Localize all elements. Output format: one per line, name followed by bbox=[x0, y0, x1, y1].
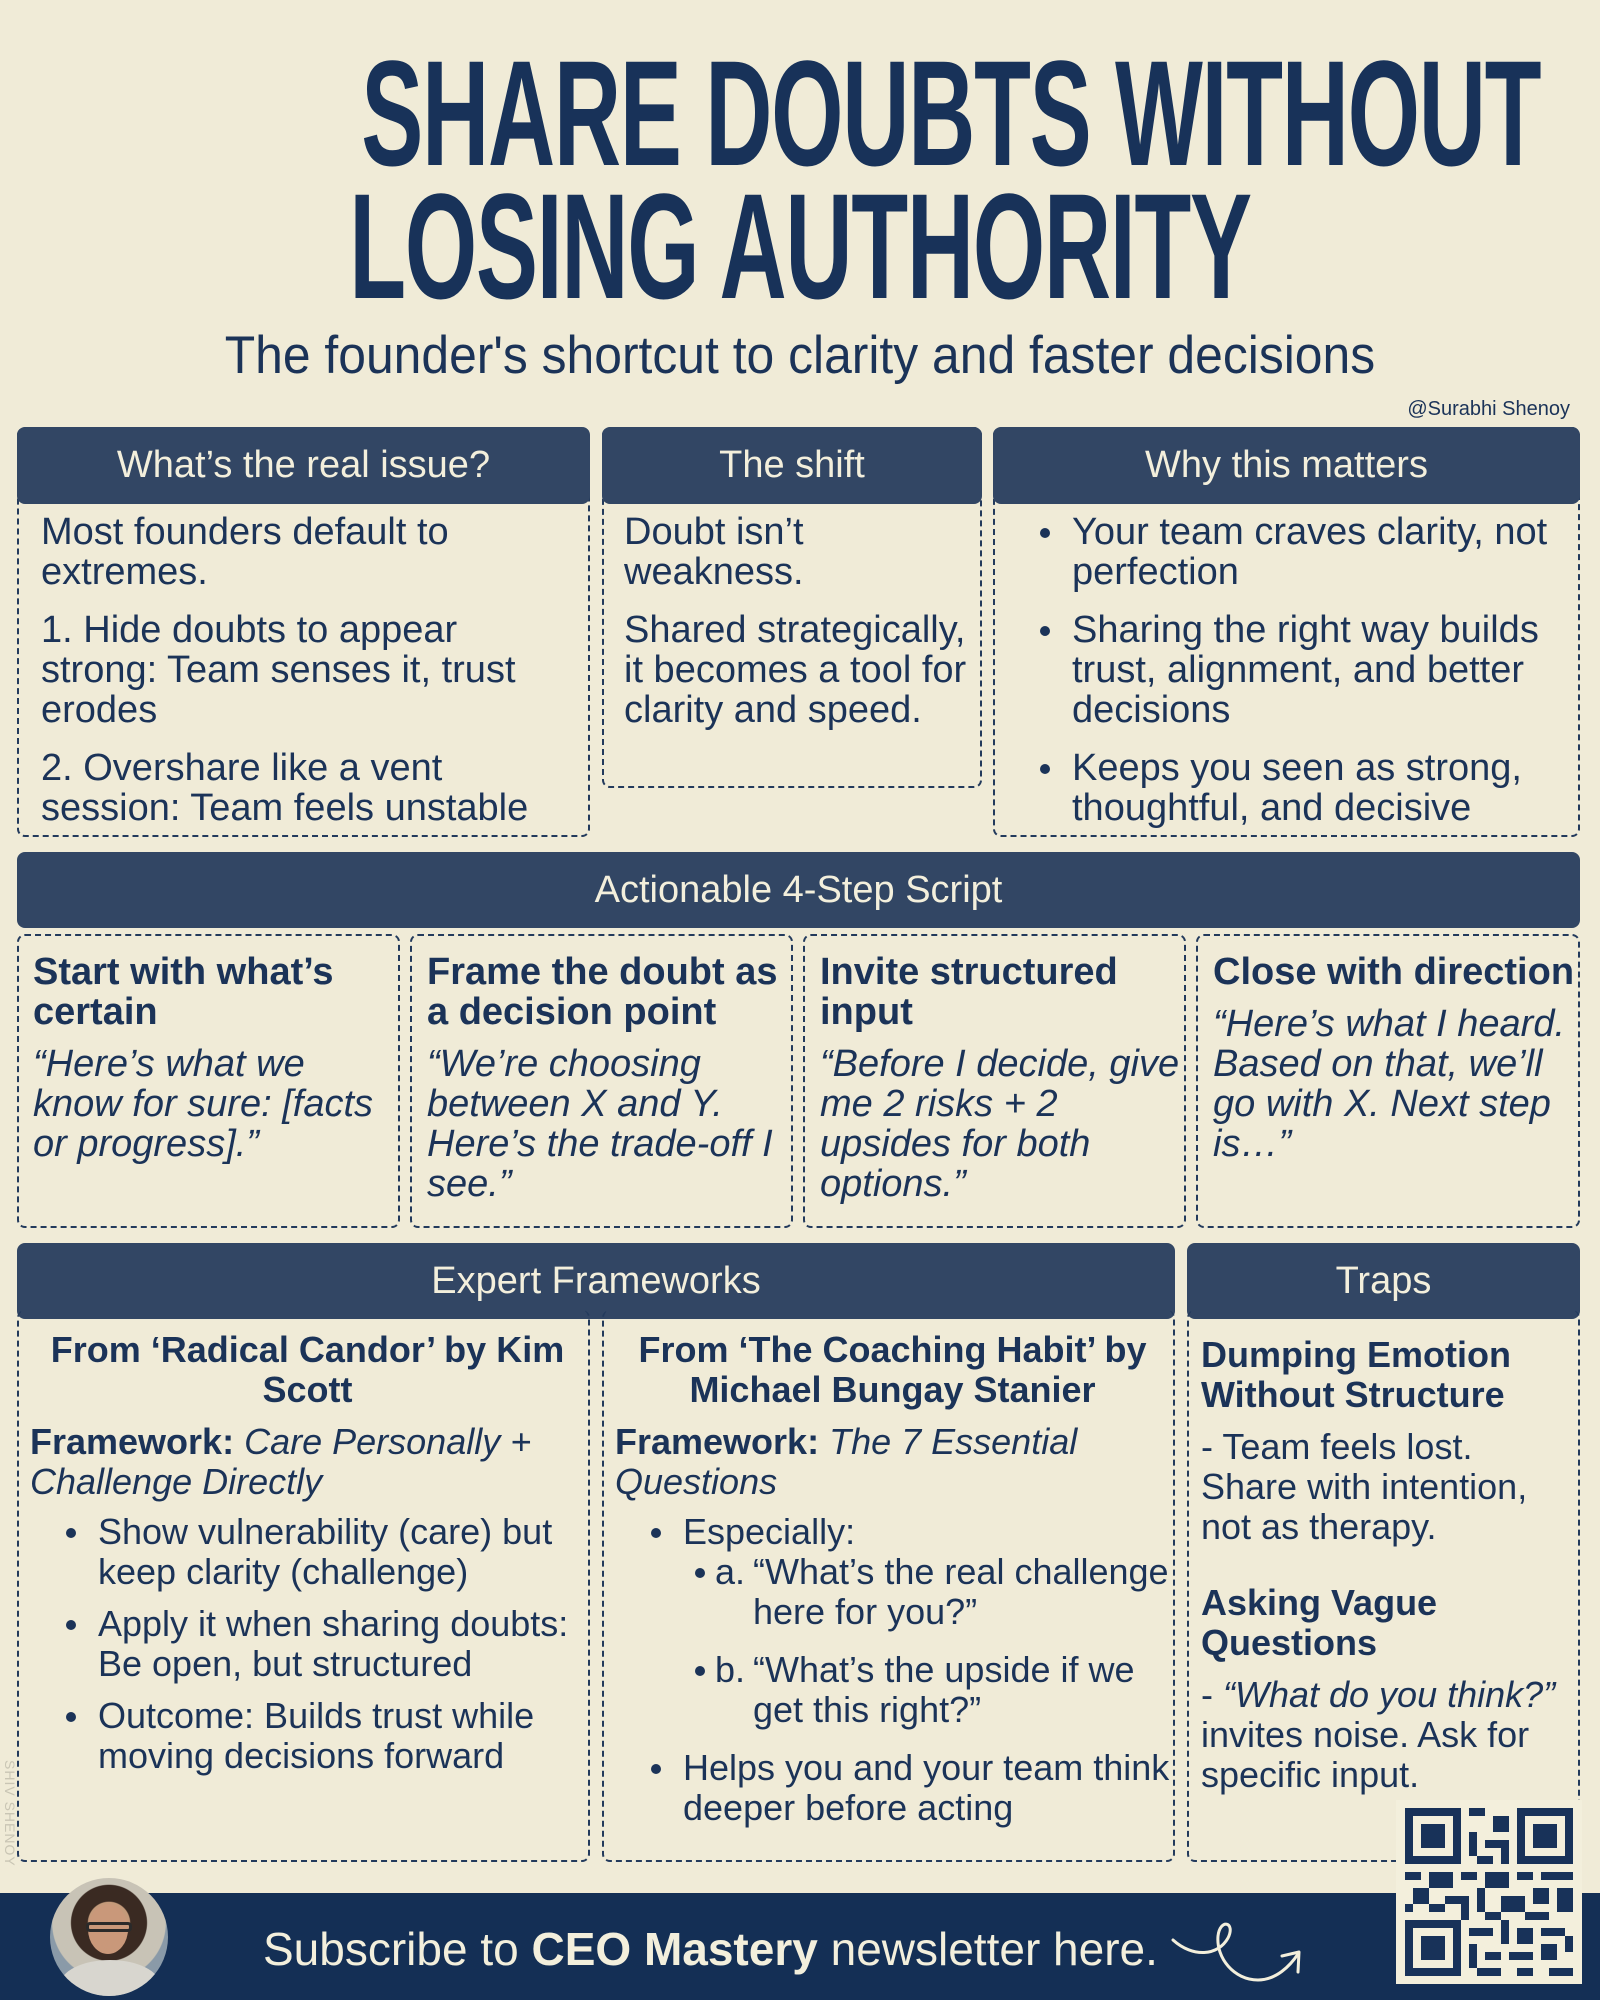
curly-arrow-icon bbox=[1168, 1918, 1318, 1990]
real-issue-title: What’s the real issue? bbox=[116, 444, 491, 486]
real-issue-body bbox=[41, 512, 581, 846]
subscribe-link[interactable] bbox=[263, 1921, 1158, 1977]
real-issue-point-1: 1. Hide doubts to appear strong: Team senses it, trust erodes bbox=[41, 609, 516, 731]
framework-2-name: The 7 Essential Questions bbox=[615, 1421, 1078, 1502]
framework-2-bullet-1 bbox=[615, 1512, 1170, 1730]
real-issue-point-2: 2. Overshare like a vent session: Team feels unstable bbox=[41, 747, 529, 829]
trap-2-prefix: - bbox=[1201, 1674, 1223, 1715]
framework-2-bullet-1-text: Especially: bbox=[683, 1511, 856, 1552]
why-matters-title: Why this matters bbox=[1145, 444, 1428, 486]
why-bullet-1: Your team craves clarity, not perfection bbox=[1028, 512, 1568, 592]
qr-code-icon bbox=[1404, 1808, 1574, 1976]
page-subtitle: The founder's shortcut to clarity and faster decisions bbox=[224, 326, 1376, 385]
traps-title: Traps bbox=[1335, 1260, 1432, 1302]
trap-2-quote: “What do you think?” bbox=[1223, 1674, 1556, 1715]
subitem-b-text: “What’s the upside if we get this right?” bbox=[753, 1649, 1135, 1730]
framework-1-line bbox=[30, 1422, 585, 1502]
traps-header bbox=[1187, 1243, 1580, 1319]
real-issue-intro: Most founders default to extremes. bbox=[41, 511, 449, 593]
framework-2-label: Framework: bbox=[615, 1421, 820, 1462]
why-matters-body bbox=[1028, 512, 1568, 846]
step-2-quote: “We’re choosing between X and Y. Here’s the trade-off I see.” bbox=[427, 1043, 773, 1205]
why-bullet-3: Keeps you seen as strong, thoughtful, and decisive bbox=[1028, 748, 1568, 828]
avatar bbox=[50, 1878, 168, 1996]
newsletter-name: CEO Mastery bbox=[531, 1923, 818, 1975]
traps-body bbox=[1201, 1335, 1571, 1831]
frameworks-title: Expert Frameworks bbox=[431, 1260, 761, 1302]
script-header bbox=[17, 852, 1580, 928]
avatar-glasses bbox=[86, 1922, 132, 1932]
framework-1-bullet-2: Apply it when sharing doubts: Be open, but structured bbox=[30, 1604, 585, 1684]
page-title-line-1: SHARE DOUBTS WITHOUT bbox=[361, 29, 1541, 197]
watermark: SHIV SHENOY bbox=[2, 1760, 18, 1867]
why-matters-header bbox=[993, 427, 1580, 504]
framework-1-bullet-1: Show vulnerability (care) but keep clarity (challenge) bbox=[30, 1512, 585, 1592]
shift-header bbox=[602, 427, 982, 504]
framework-1 bbox=[30, 1330, 585, 1788]
shift-line-2: Shared strategically, it becomes a tool for clarity and speed. bbox=[624, 609, 967, 731]
trap-1-title: Dumping Emotion Without Structure bbox=[1201, 1334, 1511, 1415]
real-issue-header bbox=[17, 427, 590, 504]
author-handle: @Surabhi Shenoy bbox=[1407, 398, 1570, 420]
step-4 bbox=[1213, 952, 1575, 1164]
trap-2-text bbox=[1201, 1675, 1571, 1795]
framework-2-source: From ‘The Coaching Habit’ by Michael Bungay Stanier bbox=[638, 1329, 1147, 1410]
framework-2 bbox=[615, 1330, 1170, 1840]
step-1-quote: “Here’s what we know for sure: [facts or progress].” bbox=[33, 1043, 374, 1165]
step-2 bbox=[427, 952, 787, 1204]
step-1-title: Start with what’s certain bbox=[33, 951, 334, 1033]
trap-1-text: - Team feels lost. Share with intention, not as therapy. bbox=[1201, 1426, 1528, 1547]
step-3-title: Invite structured input bbox=[820, 951, 1118, 1033]
frameworks-header bbox=[17, 1243, 1175, 1319]
why-bullet-2: Sharing the right way builds trust, alignment, and better decisions bbox=[1028, 610, 1568, 730]
framework-1-source: From ‘Radical Candor’ by Kim Scott bbox=[50, 1329, 565, 1410]
step-4-quote: “Here’s what I heard. Based on that, we’ll go with X. Next step is…” bbox=[1213, 1003, 1566, 1165]
framework-2-line bbox=[615, 1422, 1170, 1502]
page-title-line-2: LOSING AUTHORITY bbox=[349, 162, 1251, 330]
shift-title: The shift bbox=[719, 444, 865, 486]
subitem-a-marker: a. bbox=[715, 1551, 746, 1592]
framework-2-bullet-2: Helps you and your team think deeper before acting bbox=[615, 1748, 1170, 1828]
step-4-title: Close with direction bbox=[1213, 951, 1575, 993]
framework-2-subitem-a bbox=[683, 1552, 1170, 1632]
subitem-b-marker: b. bbox=[715, 1649, 746, 1690]
subscribe-text-pre: Subscribe to bbox=[263, 1923, 532, 1975]
script-title: Actionable 4-Step Script bbox=[594, 869, 1003, 911]
trap-2-title: Asking Vague Questions bbox=[1201, 1582, 1438, 1663]
qr-code[interactable] bbox=[1396, 1800, 1582, 1984]
step-1 bbox=[33, 952, 393, 1164]
shift-line-1: Doubt isn’t weakness. bbox=[624, 511, 804, 593]
shift-body bbox=[624, 512, 974, 748]
step-3-quote: “Before I decide, give me 2 risks + 2 upsides for both options.” bbox=[820, 1043, 1180, 1205]
avatar-shirt bbox=[60, 1960, 160, 1996]
step-2-title: Frame the doubt as a decision point bbox=[427, 951, 778, 1033]
framework-2-subitem-b bbox=[683, 1650, 1170, 1730]
framework-1-bullet-3: Outcome: Builds trust while moving decisions forward bbox=[30, 1696, 585, 1776]
step-3 bbox=[820, 952, 1180, 1204]
subscribe-text-post: newsletter here. bbox=[817, 1923, 1158, 1975]
framework-1-label: Framework: bbox=[30, 1421, 235, 1462]
subitem-a-text: “What’s the real challenge here for you?” bbox=[753, 1551, 1169, 1632]
framework-1-name: Care Personally + Challenge Directly bbox=[30, 1421, 532, 1502]
trap-2-rest: invites noise. Ask for specific input. bbox=[1201, 1714, 1530, 1795]
